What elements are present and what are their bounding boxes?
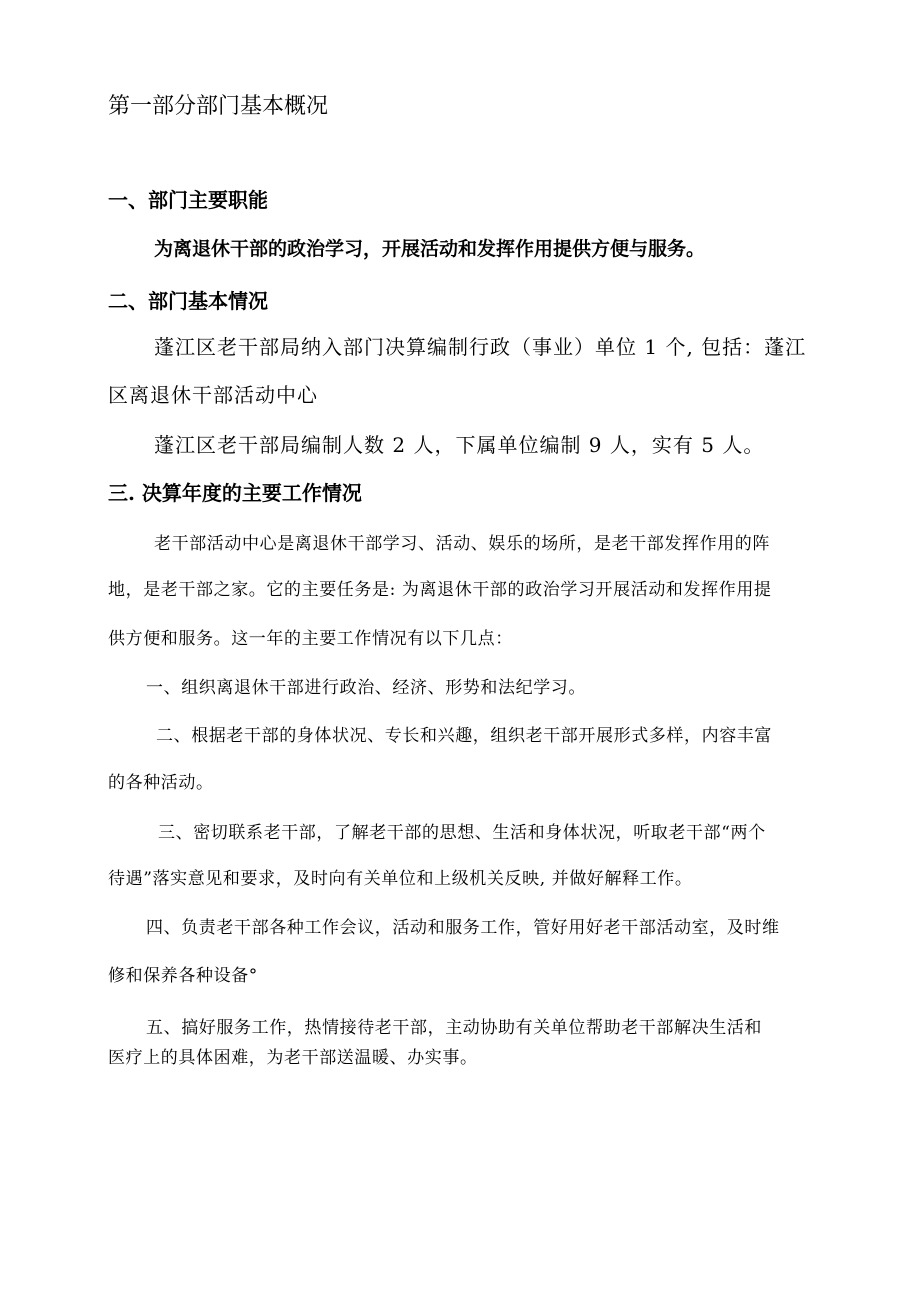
section2-para2: 蓬江区老干部局编制人数 2 人，下属单位编制 9 人，实有 5 人。 bbox=[154, 433, 765, 457]
section3-item4-line2: 修和保养各种设备° bbox=[108, 966, 258, 986]
section3-item2-line2: 的各种活动。 bbox=[108, 773, 214, 793]
section3-item1: 一、组织离退休干部进行政治、经济、形势和法纪学习。 bbox=[146, 678, 586, 698]
section3-intro-line3: 供方便和服务。这一年的主要工作情况有以下几点： bbox=[108, 629, 513, 649]
section3-item2-line1: 二、根据老干部的身体状况、专长和兴趣，组织老干部开展形式多样，内容丰富 bbox=[156, 726, 772, 746]
section3-item4-line1: 四、负责老干部各种工作会议，活动和服务工作，管好用好老干部活动室，及时维 bbox=[146, 918, 780, 938]
section3-item5-line1: 五、搞好服务工作，热情接待老干部，主动协助有关单位帮助老干部解决生活和 bbox=[146, 1018, 762, 1038]
section3-intro-line1: 老干部活动中心是离退休干部学习、活动、娱乐的场所，是老干部发挥作用的阵 bbox=[154, 534, 770, 554]
section3-item3-line1: 三、密切联系老干部，了解老干部的思想、生活和身体状况，听取老干部“两个 bbox=[158, 823, 766, 843]
section3-intro-line2: 地，是老干部之家。它的主要任务是: 为离退休干部的政治学习开展活动和发挥作用提 bbox=[108, 580, 772, 600]
section2-para1-line2: 区离退休干部活动中心 bbox=[108, 383, 318, 407]
section3-heading: 三. 决算年度的主要工作情况 bbox=[108, 481, 362, 505]
page-title: 第一部分部门基本概况 bbox=[108, 94, 329, 119]
section3-item3-line2: 待遇”落实意见和要求，及时向有关单位和上级机关反映, 并做好解释工作。 bbox=[108, 869, 693, 889]
section1-heading: 一、部门主要职能 bbox=[108, 188, 268, 212]
section2-para1-line1: 蓬江区老干部局纳入部门决算编制行政（事业）单位 1 个, 包括：蓬江 bbox=[154, 335, 807, 359]
section3-item5-line2: 医疗上的具体困难，为老干部送温暖、办实事。 bbox=[108, 1048, 478, 1068]
section2-heading: 二、部门基本情况 bbox=[108, 289, 268, 313]
section1-text: 为离退休干部的政治学习，开展活动和发挥作用提供方便与服务。 bbox=[154, 238, 706, 260]
